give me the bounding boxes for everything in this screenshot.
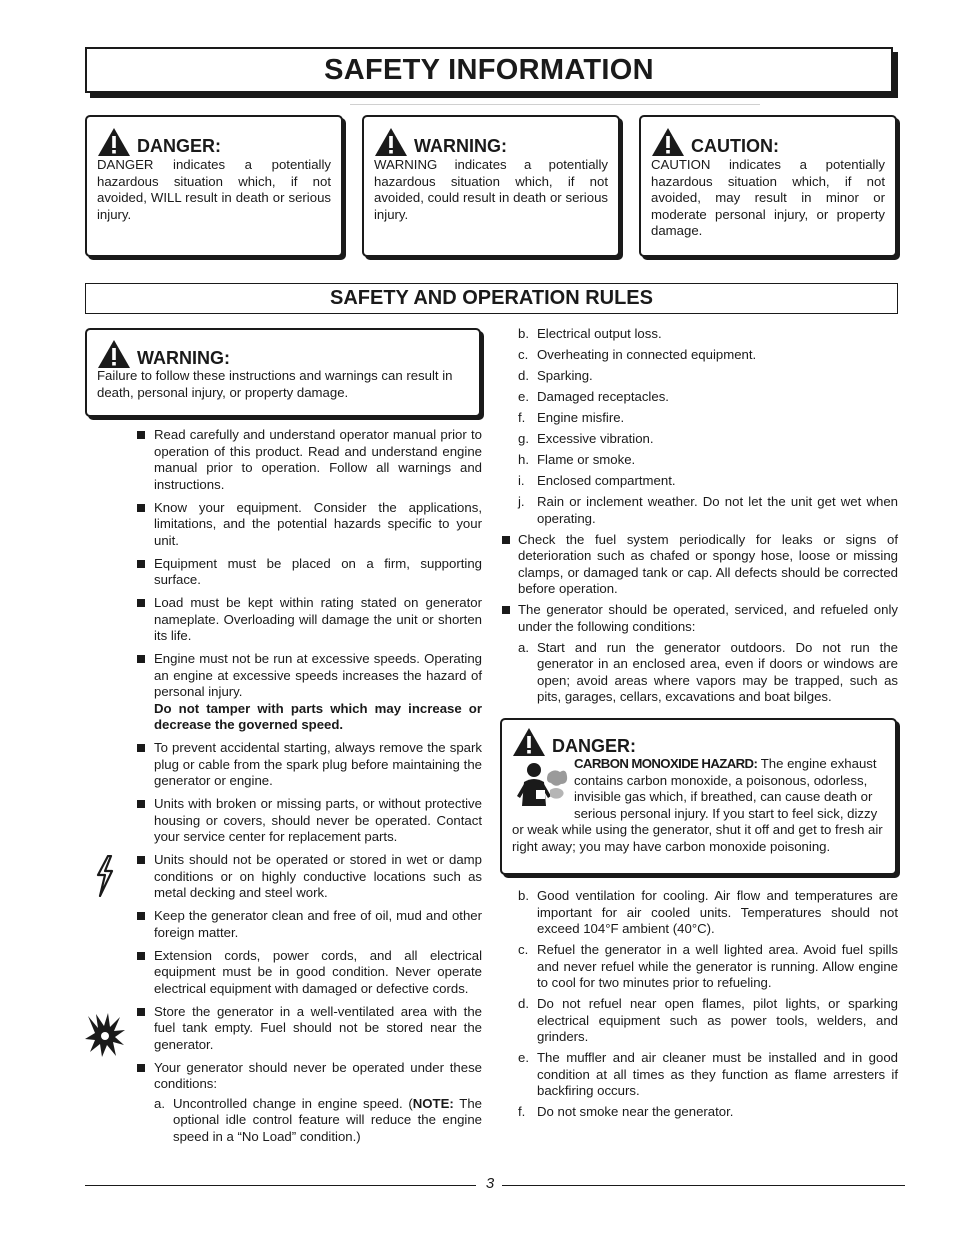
bullet-square (137, 1064, 145, 1072)
explosion-icon (84, 1012, 126, 1058)
page-title: SAFETY INFORMATION (85, 47, 893, 93)
bullet-text: The generator should be operated, serviced, and refueled only under the following conditions: (518, 602, 898, 634)
right-rules-column-bottom (500, 888, 898, 1125)
condition-text: Do not smoke near the generator. (537, 1104, 734, 1119)
caution-definition-box (639, 115, 897, 257)
condition-text: Uncontrolled change in engine speed. ( (173, 1095, 413, 1111)
bullet-square (137, 560, 145, 568)
condition-letter: c. (518, 347, 529, 362)
danger-definition-box (85, 115, 343, 257)
danger-definition-text: DANGER indicates a potentially hazardous situation which, if not avoided, WILL result in death or serious injury. (97, 157, 331, 222)
condition-letter: f. (518, 1104, 526, 1119)
list-item (137, 1060, 482, 1093)
bullet-square (137, 504, 145, 512)
bullet-square (137, 912, 145, 920)
carbon-monoxide-person-icon (516, 760, 568, 810)
condition-item (500, 996, 898, 1046)
hazard-text: The engine exhaust contains carbon monoxide, a poisonous, odorless, invisible gas which, if breathed, can cause death or serious personal injury. If you start to feel sick, dizzy or weak while using the generator, shut it off and get to fresh air right away; you may have carbon monoxide poisoning. (512, 756, 883, 854)
condition-letter: a. (518, 639, 529, 655)
warning-triangle-icon (97, 339, 131, 369)
danger-label: DANGER: (137, 135, 221, 156)
condition-letter: b. (518, 326, 529, 341)
condition-letter: i. (518, 473, 525, 488)
list-item (137, 595, 482, 645)
page-title-box (85, 47, 893, 93)
bullet-text: Check the fuel system periodically for leaks or signs of deterioration such as chafed or spongy hose, loose or missing clamps, or damaged tank or cap. All defects should be corrected before operation. (518, 531, 898, 596)
list-item (137, 427, 482, 493)
left-rules-column (137, 427, 482, 1145)
condition-text: Engine misfire. (537, 410, 625, 425)
condition-note-text: The optional idle control feature will reduce the engine speed in a “No Load” condition.) (173, 1095, 482, 1144)
condition-item-a (154, 1096, 482, 1146)
condition-item (500, 473, 898, 490)
bullet-square (502, 536, 510, 544)
bullet-text: Equipment must be placed on a firm, supporting surface. (154, 555, 482, 587)
condition-text: The muffler and air cleaner must be installed and in good condition at all times as they function as flame arresters if backfiring occurs. (537, 1050, 898, 1098)
bullet-text: Engine must not be run at excessive speeds. Operating an engine at excessive speeds increases the hazard of personal injury. (154, 651, 482, 699)
condition-item (500, 1050, 898, 1100)
condition-item (500, 410, 898, 427)
condition-letter: d. (518, 368, 529, 383)
condition-letter: f. (518, 410, 526, 425)
bullet-square (502, 606, 510, 614)
condition-text: Damaged receptacles. (537, 389, 669, 404)
condition-item (500, 368, 898, 385)
condition-letter: d. (518, 996, 529, 1011)
condition-item (500, 452, 898, 469)
bullet-text: Read carefully and understand operator manual prior to operation of this product. Read and understand engine manual prior to operation. Follow all warnings and instructions. (154, 427, 482, 492)
condition-text: Rain or inclement weather. Do not let the unit get wet when operating. (537, 494, 898, 526)
warning-triangle-icon (374, 127, 408, 157)
list-item (137, 908, 482, 941)
condition-item (500, 1104, 898, 1121)
warning-triangle-icon (651, 127, 685, 157)
list-item (137, 651, 482, 734)
right-rules-column (500, 326, 898, 710)
list-item (137, 500, 482, 550)
list-item (500, 532, 898, 598)
bullet-text: Store the generator in a well-ventilated area with the fuel tank empty. Fuel should not be stored near the generator. (154, 1003, 482, 1052)
condition-letter: j. (518, 494, 525, 509)
condition-text: Flame or smoke. (537, 452, 636, 467)
warning-definition-box (362, 115, 620, 257)
condition-letter: b. (518, 888, 529, 903)
bullet-square (137, 431, 145, 439)
bullet-text: Units with broken or missing parts, or without protective housing or covers, should never be operated. Contact your service center for replacement parts. (154, 796, 482, 844)
carbon-monoxide-danger-box (500, 718, 897, 875)
bullet-text: Extension cords, power cords, and all electrical equipment must be in good condition. Never operate electrical equipment with damaged or defective cords. (154, 947, 482, 996)
condition-text: Sparking. (537, 368, 593, 383)
bullet-square (137, 856, 145, 864)
speed-warning-bold: Do not tamper with parts which may increase or decrease the governed speed. (154, 700, 482, 732)
condition-letter: e. (518, 1050, 529, 1065)
condition-text: Enclosed compartment. (537, 473, 676, 488)
caution-label: CAUTION: (691, 135, 779, 156)
rules-warning-box (85, 328, 481, 417)
list-item (137, 796, 482, 846)
condition-item (500, 942, 898, 992)
condition-text: Start and run the generator outdoors. Do not run the generator in an enclosed area, even if doors or windows are open; avoid areas where vapors may be trapped, such as pits, garages, cellars, excavations and boat bilges. (537, 639, 898, 704)
note-label: NOTE: (412, 1095, 454, 1111)
bullet-square (137, 952, 145, 960)
warning-definition-text: WARNING indicates a potentially hazardous situation which, if not avoided, could result in death or serious injury. (374, 157, 608, 222)
page-number: 3 (485, 1175, 495, 1192)
list-item (137, 1004, 482, 1054)
bullet-text: Know your equipment. Consider the applications, limitations, and the potential hazards specific to your unit. (154, 499, 482, 548)
condition-text: Overheating in connected equipment. (537, 347, 757, 362)
condition-item (500, 494, 898, 527)
bullet-square (137, 800, 145, 808)
bullet-text: To prevent accidental starting, always remove the spark plug or cable from the spark plug before maintaining the generator or engine. (154, 740, 482, 788)
caution-definition-text: CAUTION indicates a potentially hazardous situation which, if not avoided, may result in minor or moderate personal injury, or property damage. (651, 157, 885, 238)
condition-letter: g. (518, 431, 529, 446)
condition-letter: h. (518, 452, 529, 467)
condition-item (500, 326, 898, 343)
divider (350, 104, 760, 105)
warning-box-text: Failure to follow these instructions and warnings can result in death, personal injury, or property damage. (97, 368, 453, 400)
bullet-text: Keep the generator clean and free of oil, mud and other foreign matter. (154, 908, 482, 940)
condition-text: Electrical output loss. (537, 326, 662, 341)
operate-condition-a (500, 640, 898, 706)
bullet-square (137, 599, 145, 607)
list-item (137, 852, 482, 902)
footer-rule-left (85, 1185, 476, 1186)
condition-letter: c. (518, 942, 529, 957)
warning-label: WARNING: (414, 135, 507, 156)
bullet-text: Load must be kept within rating stated on generator nameplate. Overloading will damage the unit or shorten its life. (154, 595, 482, 643)
bullet-square (137, 744, 145, 752)
bullet-square (137, 655, 145, 663)
condition-item (500, 431, 898, 448)
condition-letter: e. (518, 389, 529, 404)
condition-text: Refuel the generator in a well lighted area. Avoid fuel spills and never refuel while the generator is running. Allow engine to cool for two minutes prior to refueling. (537, 942, 898, 990)
warning-box-label: WARNING: (137, 347, 230, 368)
condition-text: Excessive vibration. (537, 431, 654, 446)
warning-triangle-icon (97, 127, 131, 157)
bullet-square (137, 1008, 145, 1016)
footer-rule-right (502, 1185, 905, 1186)
condition-letter: a. (154, 1095, 165, 1111)
list-item (500, 602, 898, 635)
list-item (137, 556, 482, 589)
section-title: SAFETY AND OPERATION RULES (85, 283, 898, 314)
list-item (137, 740, 482, 790)
electric-shock-icon (94, 855, 116, 897)
danger-box-label: DANGER: (552, 735, 636, 756)
bullet-text: Units should not be operated or stored in wet or damp conditions or on highly conductive locations such as metal decking and steel work. (154, 852, 482, 900)
condition-item (500, 888, 898, 938)
list-item (137, 948, 482, 998)
condition-item (500, 389, 898, 406)
bullet-text: Your generator should never be operated under these conditions: (154, 1059, 482, 1091)
warning-triangle-icon (512, 727, 546, 757)
condition-item (500, 347, 898, 364)
condition-text: Good ventilation for cooling. Air flow and temperatures are important for air cooled units. Temperatures should not exceed 104°F ambient (40°C). (537, 888, 898, 936)
condition-text: Do not refuel near open flames, pilot lights, or sparking electrical equipment such as power tools, welders, and grinders. (537, 996, 898, 1044)
hazard-label: CARBON MONOXIDE HAZARD: (574, 756, 758, 771)
